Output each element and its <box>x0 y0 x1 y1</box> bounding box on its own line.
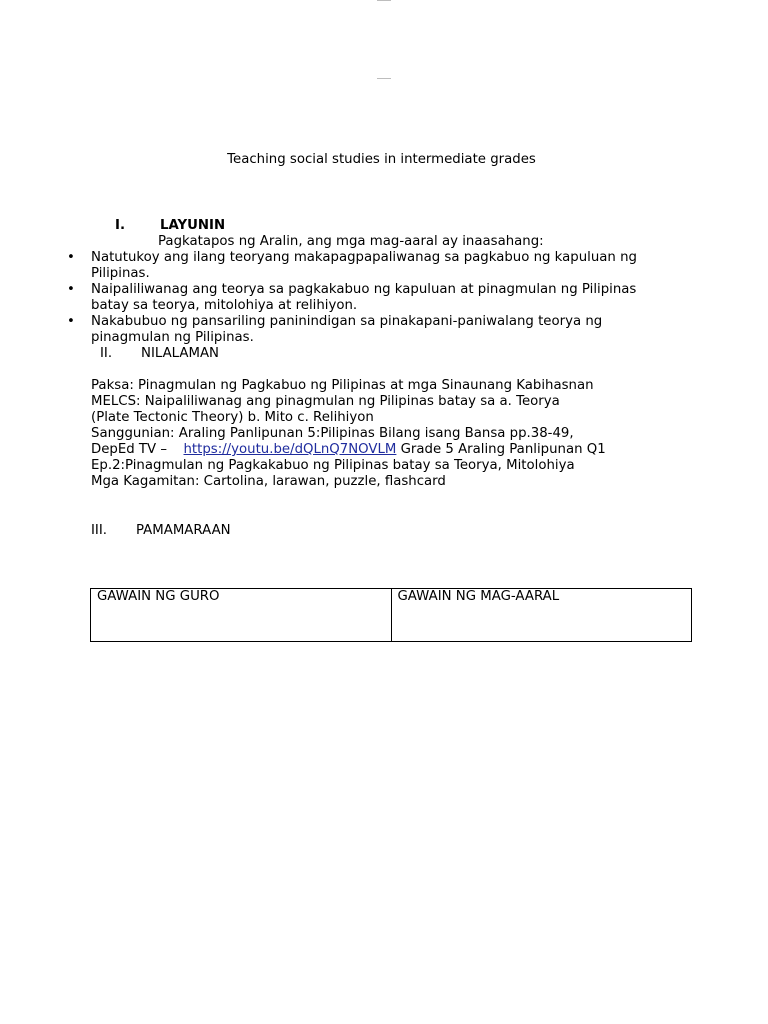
activity-table <box>90 588 692 642</box>
youtube-link[interactable]: https://youtu.be/dQLnQ7NOVLM <box>183 442 397 457</box>
document-title: Teaching social studies in intermediate grades <box>227 152 536 167</box>
section-1-numeral: I. <box>115 218 125 233</box>
objectives-intro: Pagkatapos ng Aralin, ang mga mag-aaral ay inaasahang: <box>158 234 544 249</box>
header-mark-mid <box>377 78 391 79</box>
section-2-heading: NILALAMAN <box>141 346 220 361</box>
header-mark-top <box>377 0 391 1</box>
episode-line: Ep.2:Pinagmulan ng Pagkakabuo ng Pilipinas batay sa Teorya, Mitolohiya <box>91 458 575 473</box>
objective-1: Natutukoy ang ilang teoryang makapagpapaliwanag sa pagkabuo ng kapuluan ng Pilipinas. <box>91 250 637 281</box>
section-2-numeral: II. <box>100 346 113 361</box>
sanggunian-line: Sanggunian: Araling Panlipunan 5:Pilipinas Bilang isang Bansa pp.38-49, <box>91 426 574 441</box>
table-row <box>91 589 692 642</box>
bullet-2: • <box>67 282 75 297</box>
bullet-1: • <box>67 250 75 265</box>
kagamitan-line: Mga Kagamitan: Cartolina, larawan, puzzle, flashcard <box>91 474 446 489</box>
paksa-line: Paksa: Pinagmulan ng Pagkabuo ng Pilipinas at mga Sinaunang Kabihasnan <box>91 378 594 393</box>
melcs-line-2: (Plate Tectonic Theory) b. Mito c. Relihiyon <box>91 410 374 425</box>
table-header-guro: GAWAIN NG GURO <box>91 589 392 642</box>
section-1-heading: LAYUNIN <box>160 218 226 233</box>
objective-3: Nakabubuo ng pansariling paninindigan sa pinakapani-paniwalang teorya ng pinagmulan ng Pilipinas. <box>91 314 603 345</box>
table-header-mag-aaral: GAWAIN NG MAG-AARAL <box>391 589 692 642</box>
deped-prefix: DepEd TV – <box>91 442 168 457</box>
bullet-3: • <box>67 314 75 329</box>
deped-suffix: Grade 5 Araling Panlipunan Q1 <box>396 442 606 457</box>
deped-line <box>91 442 606 458</box>
melcs-line-1: MELCS: Naipaliliwanag ang pinagmulan ng Pilipinas batay sa a. Teorya <box>91 394 560 409</box>
objective-2: Naipaliliwanag ang teorya sa pagkakabuo ng kapuluan at pinagmulan ng Pilipinas batay sa teorya, mitolohiya at relihiyon. <box>91 282 637 313</box>
section-3-numeral: III. <box>91 523 107 538</box>
section-3-heading: PAMAMARAAN <box>136 523 231 538</box>
